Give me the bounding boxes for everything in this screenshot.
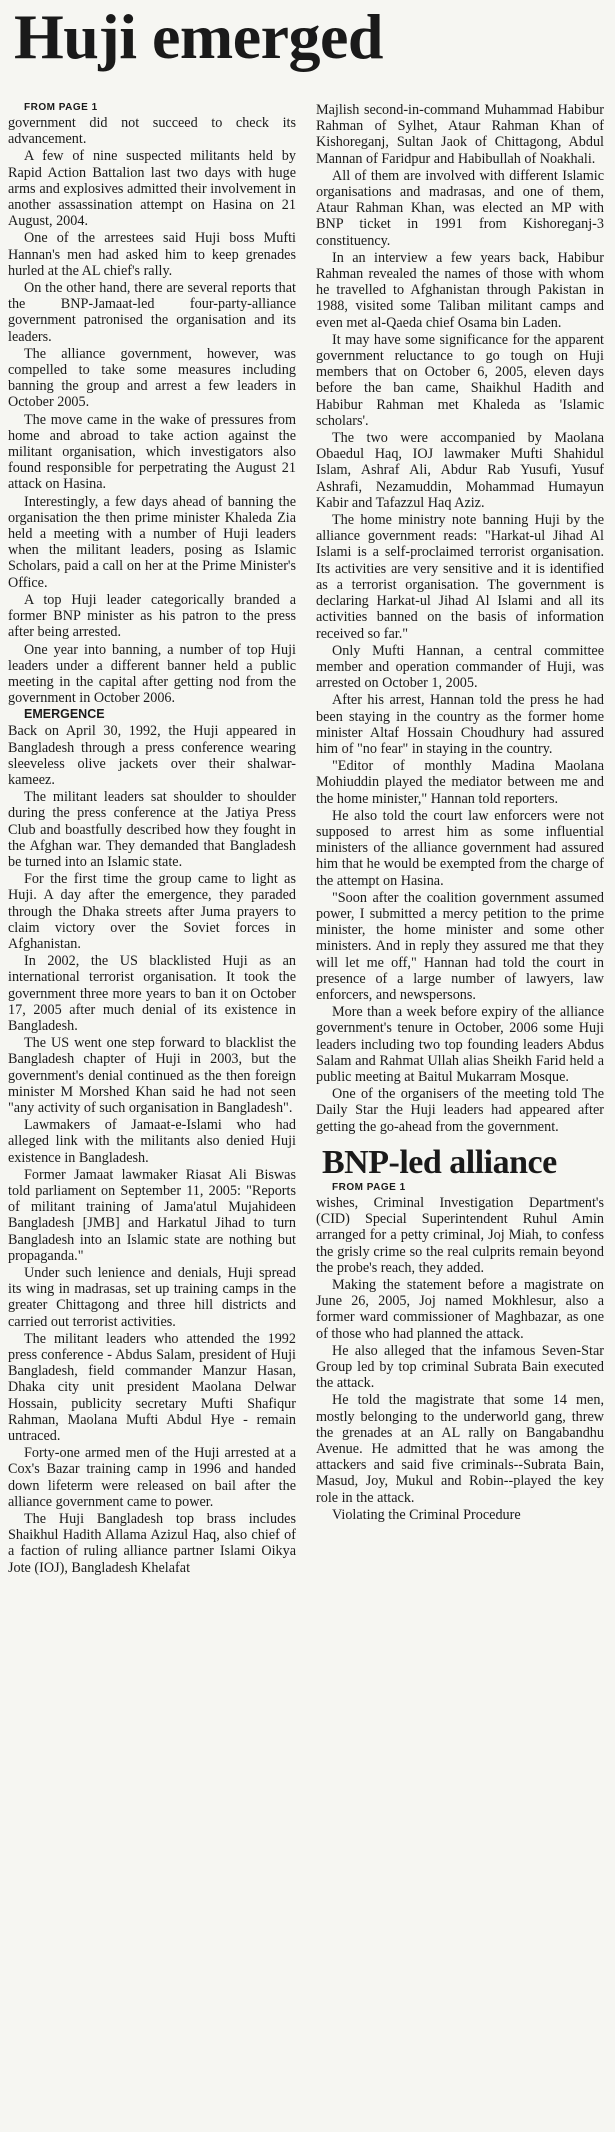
paragraph: The two were accompanied by Maolana Obaedul Haq, IOJ lawmaker Mufti Shahidul Islam, Ashraf Ali, Abdur Rab Yusufi, Yusuf Ashrafi, Nezamuddin, Mohammad Humayun Kabir and Tafazzul Haq Aziz. <box>316 430 604 511</box>
paragraph: The US went one step forward to blacklist the Bangladesh chapter of Huji in 2003, but the government's denial continued as the then foreign minister M Morshed Khan said he had not seen "any activity of such organisation in Bangladesh". <box>8 1035 296 1116</box>
paragraph: Only Mufti Hannan, a central committee member and operation commander of Huji, was arrested on October 1, 2005. <box>316 642 604 692</box>
paragraph: Majlish second-in-command Muhammad Habibur Rahman of Sylhet, Ataur Rahman Khan of Kishoreganj, Sultan Jaok of Chittagong, Abdul Mannan of Faridpur and Habibullah of Noakhali. <box>316 102 604 167</box>
paragraph: It may have some significance for the apparent government reluctance to go tough on Huji members that on October 6, 2005, eleven days before the ban came, Shaikhul Hadith and Habibur Rahman met Khaleda as 'Islamic scholars'. <box>316 331 604 429</box>
paragraph: A few of nine suspected militants held by Rapid Action Battalion last two days with huge arms and explosives admitted their involvement in another assassination attempt on Hasina on 21 August, 2004. <box>8 148 296 230</box>
paragraph: The Huji Bangladesh top brass includes Shaikhul Hadith Allama Azizul Haq, also chief of a faction of ruling alliance partner Islami Oikya Jote (IOJ), Bangladesh Khelafat <box>8 1511 296 1576</box>
paragraph: The alliance government, however, was compelled to take some measures including banning the group and arrest a few leaders in October 2005. <box>8 345 296 411</box>
paragraph: The militant leaders who attended the 1992 press conference - Abdus Salam, president of Huji Bangladesh, field commander Manzur Hasan, Dhaka city unit president Maolana Delwar Hossain, publicity secretary Mufti Shafiqur Rahman, Maolana Mufti Abdul Hye - remain untraced. <box>8 1330 296 1445</box>
paragraph: The home ministry note banning Huji by the alliance government reads: "Harkat-ul Jihad Al Islami is a self-proclaimed terrorist organisation. Its activities are very sensitive and it is identified as a terrorist organisation. The government is declaring Harkat-ul Jihad Al Islami and all its activities banned on the basis of information received so far." <box>316 512 604 642</box>
paragraph: He also told the court law enforcers were not supposed to arrest him as some influential ministers of the alliance government had assured him that he would be exempted from the charge of the attempt on Hasina. <box>316 807 604 889</box>
paragraph: Forty-one armed men of the Huji arrested at a Cox's Bazar training camp in 1996 and handed down lifeterm were released on bail after the alliance government came to power. <box>8 1445 296 1510</box>
paragraph: Back on April 30, 1992, the Huji appeared in Bangladesh through a press conference wearing sleeveless olive jackets over their shalwar-kameez. <box>8 723 296 788</box>
paragraph: In 2002, the US blacklisted Huji as an international terrorist organisation. It took the government three more years to ban it on October 17, 2005 after much denial of its existence in Bangladesh. <box>8 953 296 1034</box>
paragraph: government did not succeed to check its advancement. <box>8 115 296 148</box>
kicker-from-page-1: FROM PAGE 1 <box>24 102 98 113</box>
paragraph: wishes, Criminal Investigation Department's (CID) Special Superintendent Ruhul Amin arranged for a petty criminal, Joj Miah, to confess the grisly crime so the real culprits remain beyond the probe's reach, they added. <box>316 1195 604 1276</box>
paragraph: After his arrest, Hannan told the press he had been staying in the country as the former home minister Altaf Hossain Choudhury had assured him of "no fear" in staying in the country. <box>316 692 604 757</box>
paragraph: He also alleged that the infamous Seven-Star Group led by top criminal Subrata Bain executed the attack. <box>316 1342 604 1392</box>
paragraph: More than a week before expiry of the alliance government's tenure in October, 2006 some Huji leaders including two top founding leaders Abdus Salam and Rahmat Ullah alias Sheikh Farid held a public meeting at Baitul Mukarram Mosque. <box>316 1004 604 1085</box>
paragraph: The militant leaders sat shoulder to shoulder during the press conference at the Jatiya Press Club and boastfully described how they fought in the Afghan war. They demanded that Bangladesh be turned into an Islamic state. <box>8 789 296 870</box>
paragraph: Interestingly, a few days ahead of banning the organisation the then prime minister Khaleda Zia held a meeting with a number of Huji leaders when the militant leaders, posing as Islamic Scholars, paid a call on her at the Prime Minister's Office. <box>8 493 296 591</box>
paragraph: One of the organisers of the meeting told The Daily Star the Huji leaders had appeared after getting the go-ahead from the government. <box>316 1086 604 1135</box>
article1-right-column <box>316 102 604 1136</box>
paragraph: "Soon after the coalition government assumed power, I submitted a mercy petition to the prime minister, the home minister and some other ministers. And in reply they assured me that they will let me off," Hannan had told the court in presence of a large number of lawyers, law enforcers, and newspersons. <box>316 889 604 1003</box>
paragraph: The move came in the wake of pressures from home and abroad to take action against the militant organisation, which investigators also found responsible for perpetrating the August 21 attack on Hasina. <box>8 411 296 493</box>
paragraph: Making the statement before a magistrate on June 26, 2005, Joj named Mokhlesur, also a former ward commissioner of Maghbazar, as one of those who had planned the attack. <box>316 1277 604 1342</box>
paragraph: One year into banning, a number of top Huji leaders under a different banner held a public meeting in the capital after getting nod from the government in October 2006. <box>8 641 296 707</box>
paragraph: He told the magistrate that some 14 men, mostly belonging to the underworld gang, threw the grenades at an AL rally on Bangabandhu Avenue. He admitted that he was among the attackers and said five criminals--Subrata Bain, Masud, Joy, Mukul and Robin--played the key role in the attack. <box>316 1392 604 1506</box>
paragraph: Violating the Criminal Procedure <box>332 1506 521 1523</box>
headline-huji-emerged: Huji emerged <box>14 1 383 72</box>
paragraph: On the other hand, there are several reports that the BNP-Jamaat-led four-party-alliance government patronised the organisation and its leaders. <box>8 280 296 345</box>
paragraph: A top Huji leader categorically branded a former BNP minister as his patron to the press after being arrested. <box>8 591 296 641</box>
paragraph: Lawmakers of Jamaat-e-Islami who had alleged link with the militants also denied Huji existence in Bangladesh. <box>8 1117 296 1166</box>
paragraph: In an interview a few years back, Habibur Rahman revealed the names of those with whom he travelled to Afghanistan through Pakistan in 1988, visited some Taliban militant camps and even met al-Qaeda chief Osama bin Laden. <box>316 249 604 331</box>
article1-left-column <box>8 102 296 1577</box>
paragraph: For the first time the group came to light as Huji. A day after the emergence, they paraded through the Dhaka streets after Juma prayers to claim victory over the Soviet forces in Afghanistan. <box>8 871 296 952</box>
article2-column <box>316 1182 604 1524</box>
paragraph: Under such lenience and denials, Huji spread its wing in madrasas, set up training camps in the greater Chittagong and three hill districts and carried out terrorist activities. <box>8 1265 296 1330</box>
paragraph: All of them are involved with different Islamic organisations and madrasas, and one of them, Ataur Rahman Khan, was elected an MP with BNP ticket in 1991 from Kishoreganj-3 constituency. <box>316 167 604 249</box>
subhead-emergence: EMERGENCE <box>24 707 105 722</box>
headline-bnp-led-alliance: BNP-led alliance <box>322 1144 557 1181</box>
paragraph: One of the arrestees said Huji boss Mufti Hannan's men had asked him to keep grenades hurled at the AL chief's rally. <box>8 230 296 279</box>
kicker-from-page-1: FROM PAGE 1 <box>332 1182 406 1193</box>
paragraph: Former Jamaat lawmaker Riasat Ali Biswas told parliament on September 11, 2005: "Reports of militant training of Jama'atul Mujahideen Bangladesh [JMB] and Harkatul Jihad to turn Bangladesh into an Islamic state are nothing but propaganda." <box>8 1166 296 1264</box>
paragraph: "Editor of monthly Madina Maolana Mohiuddin played the mediator between me and the home minister," Hannan told reporters. <box>316 758 604 807</box>
